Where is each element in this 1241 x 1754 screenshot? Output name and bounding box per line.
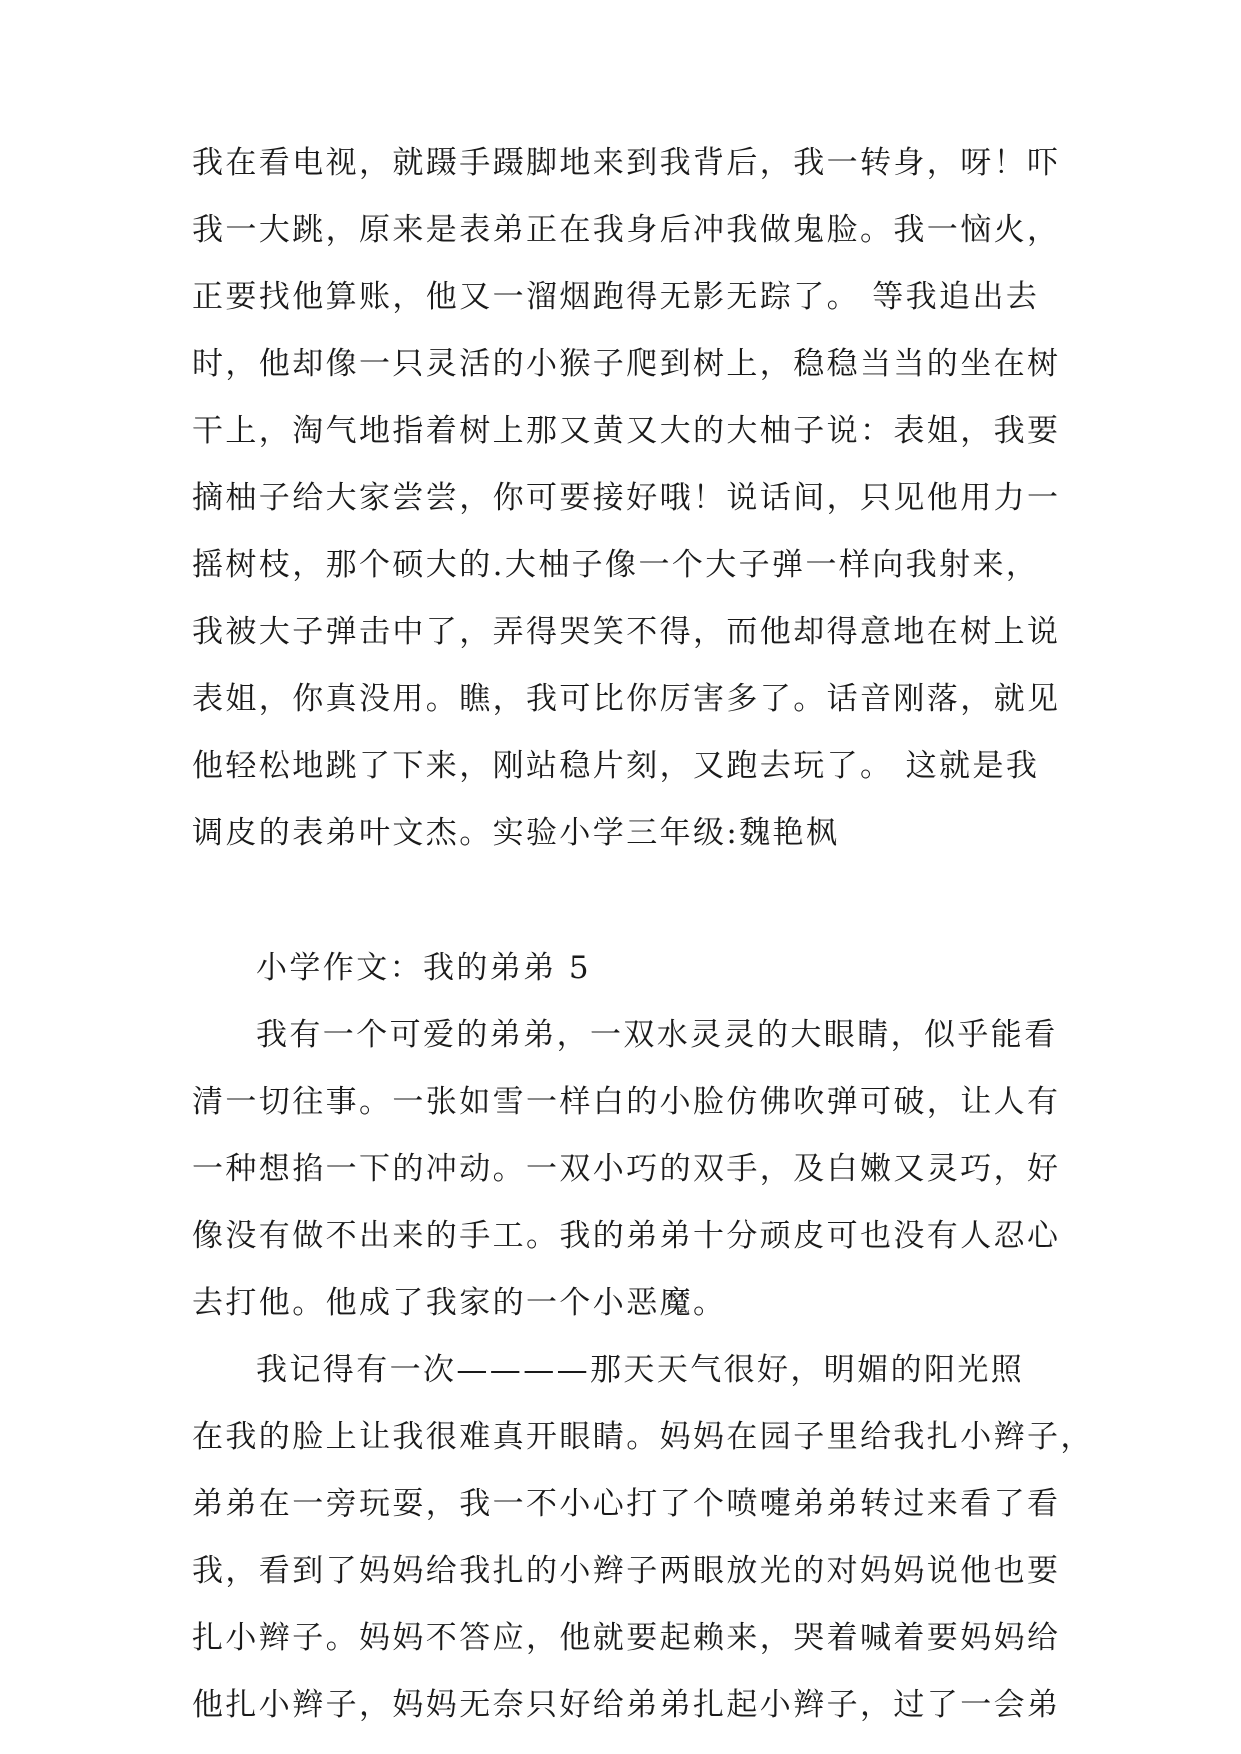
- paragraph-line: 表姐，你真没用。瞧，我可比你厉害多了。话音刚落，就见: [192, 681, 1061, 717]
- paragraph-line: 清一切往事。一张如雪一样白的小脸仿佛吹弹可破，让人有: [192, 1084, 1061, 1120]
- paragraph-line: 扎小辫子。妈妈不答应，他就要起赖来，哭着喊着要妈妈给: [192, 1620, 1061, 1656]
- paragraph-line: 正要找他算账，他又一溜烟跑得无影无踪了。 等我追出去: [192, 279, 1040, 315]
- paragraph-line: 我被大子弹击中了，弄得哭笑不得，而他却得意地在树上说: [192, 614, 1061, 650]
- section-title: 小学作文：我的弟弟 5: [256, 950, 591, 986]
- paragraph-line: 我记得有一次————那天天气很好，明媚的阳光照: [256, 1352, 1025, 1388]
- paragraph-line: 干上，淘气地指着树上那又黄又大的大柚子说：表姐，我要: [192, 413, 1061, 449]
- paragraph-line: 调皮的表弟叶文杰。实验小学三年级:魏艳枫: [192, 815, 840, 851]
- paragraph-line: 他扎小辫子，妈妈无奈只好给弟弟扎起小辫子，过了一会弟: [192, 1687, 1061, 1723]
- paragraph-line: 摘柚子给大家尝尝，你可要接好哦！说话间，只见他用力一: [192, 480, 1061, 516]
- paragraph-line: 我一大跳，原来是表弟正在我身后冲我做鬼脸。我一恼火，: [192, 212, 1061, 248]
- paragraph-line: 他轻松地跳了下来，刚站稳片刻，又跑去玩了。 这就是我: [192, 748, 1040, 784]
- paragraph-line: 我，看到了妈妈给我扎的小辫子两眼放光的对妈妈说他也要: [192, 1553, 1061, 1589]
- paragraph-line: 我有一个可爱的弟弟，一双水灵灵的大眼睛，似乎能看: [256, 1017, 1058, 1053]
- paragraph-line: 弟弟在一旁玩耍，我一不小心打了个喷嚏弟弟转过来看了看: [192, 1486, 1061, 1522]
- paragraph-line: 像没有做不出来的手工。我的弟弟十分顽皮可也没有人忍心: [192, 1218, 1061, 1254]
- paragraph-line: 我在看电视，就蹑手蹑脚地来到我背后，我一转身，呀！吓: [192, 145, 1061, 181]
- paragraph-line: 在我的脸上让我很难真开眼睛。妈妈在园子里给我扎小辫子，: [192, 1419, 1094, 1455]
- paragraph-line: 一种想掐一下的冲动。一双小巧的双手，及白嫩又灵巧，好: [192, 1151, 1061, 1187]
- paragraph-line: 摇树枝，那个硕大的.大柚子像一个大子弹一样向我射来，: [192, 547, 1040, 583]
- paragraph-line: 时，他却像一只灵活的小猴子爬到树上，稳稳当当的坐在树: [192, 346, 1061, 382]
- paragraph-line: 去打他。他成了我家的一个小恶魔。: [192, 1285, 727, 1321]
